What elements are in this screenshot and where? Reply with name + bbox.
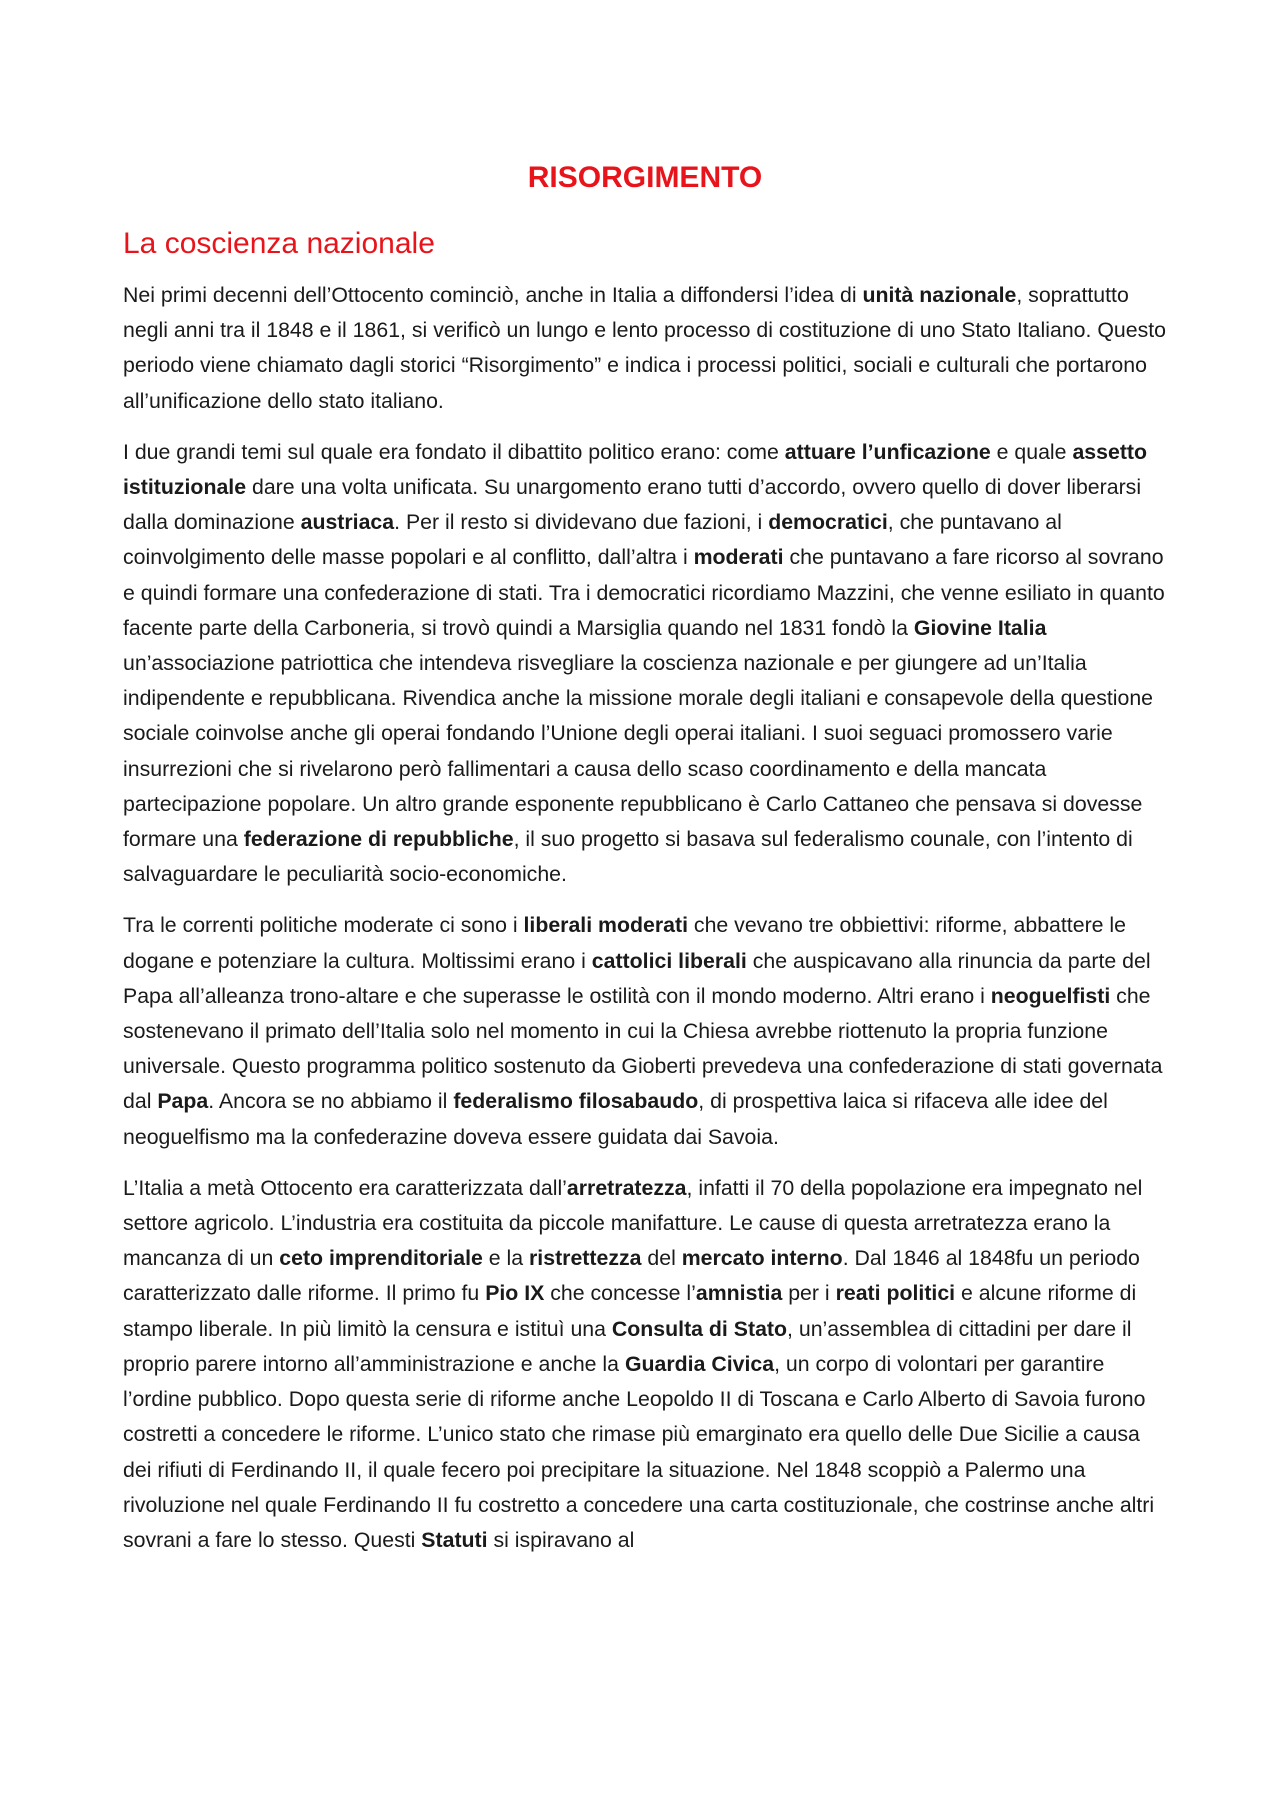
text-run: Tra le correnti politiche moderate ci sono i xyxy=(123,913,524,938)
text-run: e la xyxy=(482,1246,530,1271)
document-body xyxy=(123,156,1167,1574)
bold-term: ristrettezza xyxy=(529,1246,642,1271)
bold-term: attuare l’unficazione xyxy=(784,439,991,464)
paragraph xyxy=(123,435,1167,893)
text-run: , che puntavano al coinvolgimento delle masse popolari e al conflitto, dall’altra i xyxy=(123,510,1062,570)
text-run: si ispiravano al xyxy=(487,1527,635,1552)
section-heading: La coscienza nazionale xyxy=(123,227,435,260)
text-run: , un’assemblea di cittadini per dare il proprio parere intorno all’amministrazione e anche la xyxy=(123,1316,1132,1376)
text-run: del xyxy=(641,1246,682,1271)
bold-term: austriaca xyxy=(300,510,395,535)
text-run: un’associazione patriottica che intendeva risvegliare la coscienza nazionale e per giungere ad un’Italia indipendente e repubblicana. Rivendica anche la missione morale degli italiani e consapevole della questione sociale coinvolse anche gli operai fondando l’Unione degli operai italiani. I suoi seguaci promossero varie insurrezioni che si rivelarono però fallimentari a causa dello scaso coordinamento e della mancata partecipazione popolare. Un altro grande esponente repubblicano è Carlo Cattaneo che pensava si dovesse formare una xyxy=(123,651,1154,852)
bold-term: Papa xyxy=(157,1089,209,1114)
bold-term: assetto istituzionale xyxy=(123,439,1148,500)
text-run: e alcune riforme di stampo liberale. In più limitò la censura e istituì una xyxy=(123,1281,1137,1341)
paragraph xyxy=(123,1171,1167,1558)
text-run: , un corpo di volontari per garantire l’ordine pubblico. Dopo questa serie di riforme anche Leopoldo II di Toscana e Carlo Alberto di Savoia furono costretti a concedere le riforme. L’unico stato che rimase più emarginato era quello delle Due Sicilie a causa dei rifiuti di Ferdinando II, il quale fecero poi precipitare la situazione. Nel 1848 scoppiò a Palermo una rivoluzione nel quale Ferdinando II fu costretto a concedere una carta costituzionale, che costrinse anche altri sovrani a fare lo stesso. Questi xyxy=(123,1351,1155,1552)
bold-term: arretratezza xyxy=(566,1175,687,1200)
text-run: e quale xyxy=(990,439,1073,464)
paragraphs-container xyxy=(123,278,1167,1558)
text-run: che concesse l’ xyxy=(544,1281,696,1306)
text-run: che vevano tre obbiettivi: riforme, abbattere le dogane e potenziare la cultura. Moltissimi erano i xyxy=(123,913,1127,973)
bold-term: Consulta di Stato xyxy=(611,1316,788,1341)
paragraph xyxy=(123,908,1167,1154)
bold-term: Pio IX xyxy=(485,1281,545,1306)
bold-term: federalismo filosabaudo xyxy=(453,1089,699,1114)
text-run: L’Italia a metà Ottocento era caratterizzata dall’ xyxy=(123,1175,567,1200)
bold-term: mercato interno xyxy=(681,1246,843,1271)
text-run: , di prospettiva laica si rifaceva alle idee del neoguelfismo ma la confederazine doveva essere guidata dai Savoia. xyxy=(123,1089,1108,1149)
bold-term: ceto imprenditoriale xyxy=(279,1246,483,1271)
text-run: . Per il resto si dividevano due fazioni, i xyxy=(394,510,769,535)
paragraph xyxy=(123,278,1167,419)
text-run: che auspicavano alla rinuncia da parte del Papa all’alleanza trono-altare e che superasse le ostilità con il mondo moderno. Altri erano i xyxy=(123,948,1151,1008)
bold-term: reati politici xyxy=(835,1281,956,1306)
text-run: , infatti il 70 della popolazione era impegnato nel settore agricolo. L’industria era costituita da piccole manifatture. Le cause di questa arretratezza erano la mancanza di un xyxy=(123,1175,1143,1271)
text-run: per i xyxy=(782,1281,836,1306)
text-run: che sostenevano il primato dell’Italia solo nel momento in cui la Chiesa avrebbe riottenuto la propria funzione universale. Questo programma politico sostenuto da Gioberti prevedeva una confederazione di stati governata dal xyxy=(123,983,1163,1114)
bold-term: amnistia xyxy=(695,1281,783,1306)
bold-term: cattolici liberali xyxy=(591,948,747,973)
text-run: che puntavano a fare ricorso al sovrano e quindi formare una confederazione di stati. Tra i democratici ricordiamo Mazzini, che venne esiliato in quanto facente parte della Carboneria, si trovò quindi a Marsiglia quando nel 1831 fondò la xyxy=(123,545,1165,640)
text-run: . Ancora se no abbiamo il xyxy=(208,1089,454,1114)
text-run: . Dal 1846 al 1848fu un periodo caratterizzato dalle riforme. Il primo fu xyxy=(123,1246,1140,1306)
bold-term: democratici xyxy=(768,510,888,535)
bold-term: unità nazionale xyxy=(862,283,1017,307)
text-run: I due grandi temi sul quale era fondato il dibattito politico erano: come xyxy=(123,439,785,464)
bold-term: liberali moderati xyxy=(523,913,688,938)
text-run: Nei primi decenni dell’Ottocento cominciò, anche in Italia a diffondersi l’idea di xyxy=(123,283,863,307)
bold-term: Statuti xyxy=(421,1527,488,1552)
document-title: RISORGIMENTO xyxy=(527,161,763,194)
bold-term: Giovine Italia xyxy=(913,615,1047,640)
bold-term: moderati xyxy=(693,545,784,570)
bold-term: federazione di repubbliche xyxy=(243,827,514,852)
text-run: , soprattutto negli anni tra il 1848 e il 1861, si verificò un lungo e lento processo di costituzione di uno Stato Italiano. Questo periodo viene chiamato dagli storici “Risorgimento” e indica i processi politici, sociali e culturali che portarono all’unificazione dello stato italiano. xyxy=(123,283,1167,413)
text-run: dare una volta unificata. Su unargomento erano tutti d’accordo, ovvero quello di dover liberarsi dalla dominazione xyxy=(123,475,1142,535)
text-run: , il suo progetto si basava sul federalismo counale, con l’intento di salvaguardare le peculiarità socio-economiche. xyxy=(123,827,1133,887)
bold-term: neoguelfisti xyxy=(990,983,1111,1008)
bold-term: Guardia Civica xyxy=(624,1351,775,1376)
